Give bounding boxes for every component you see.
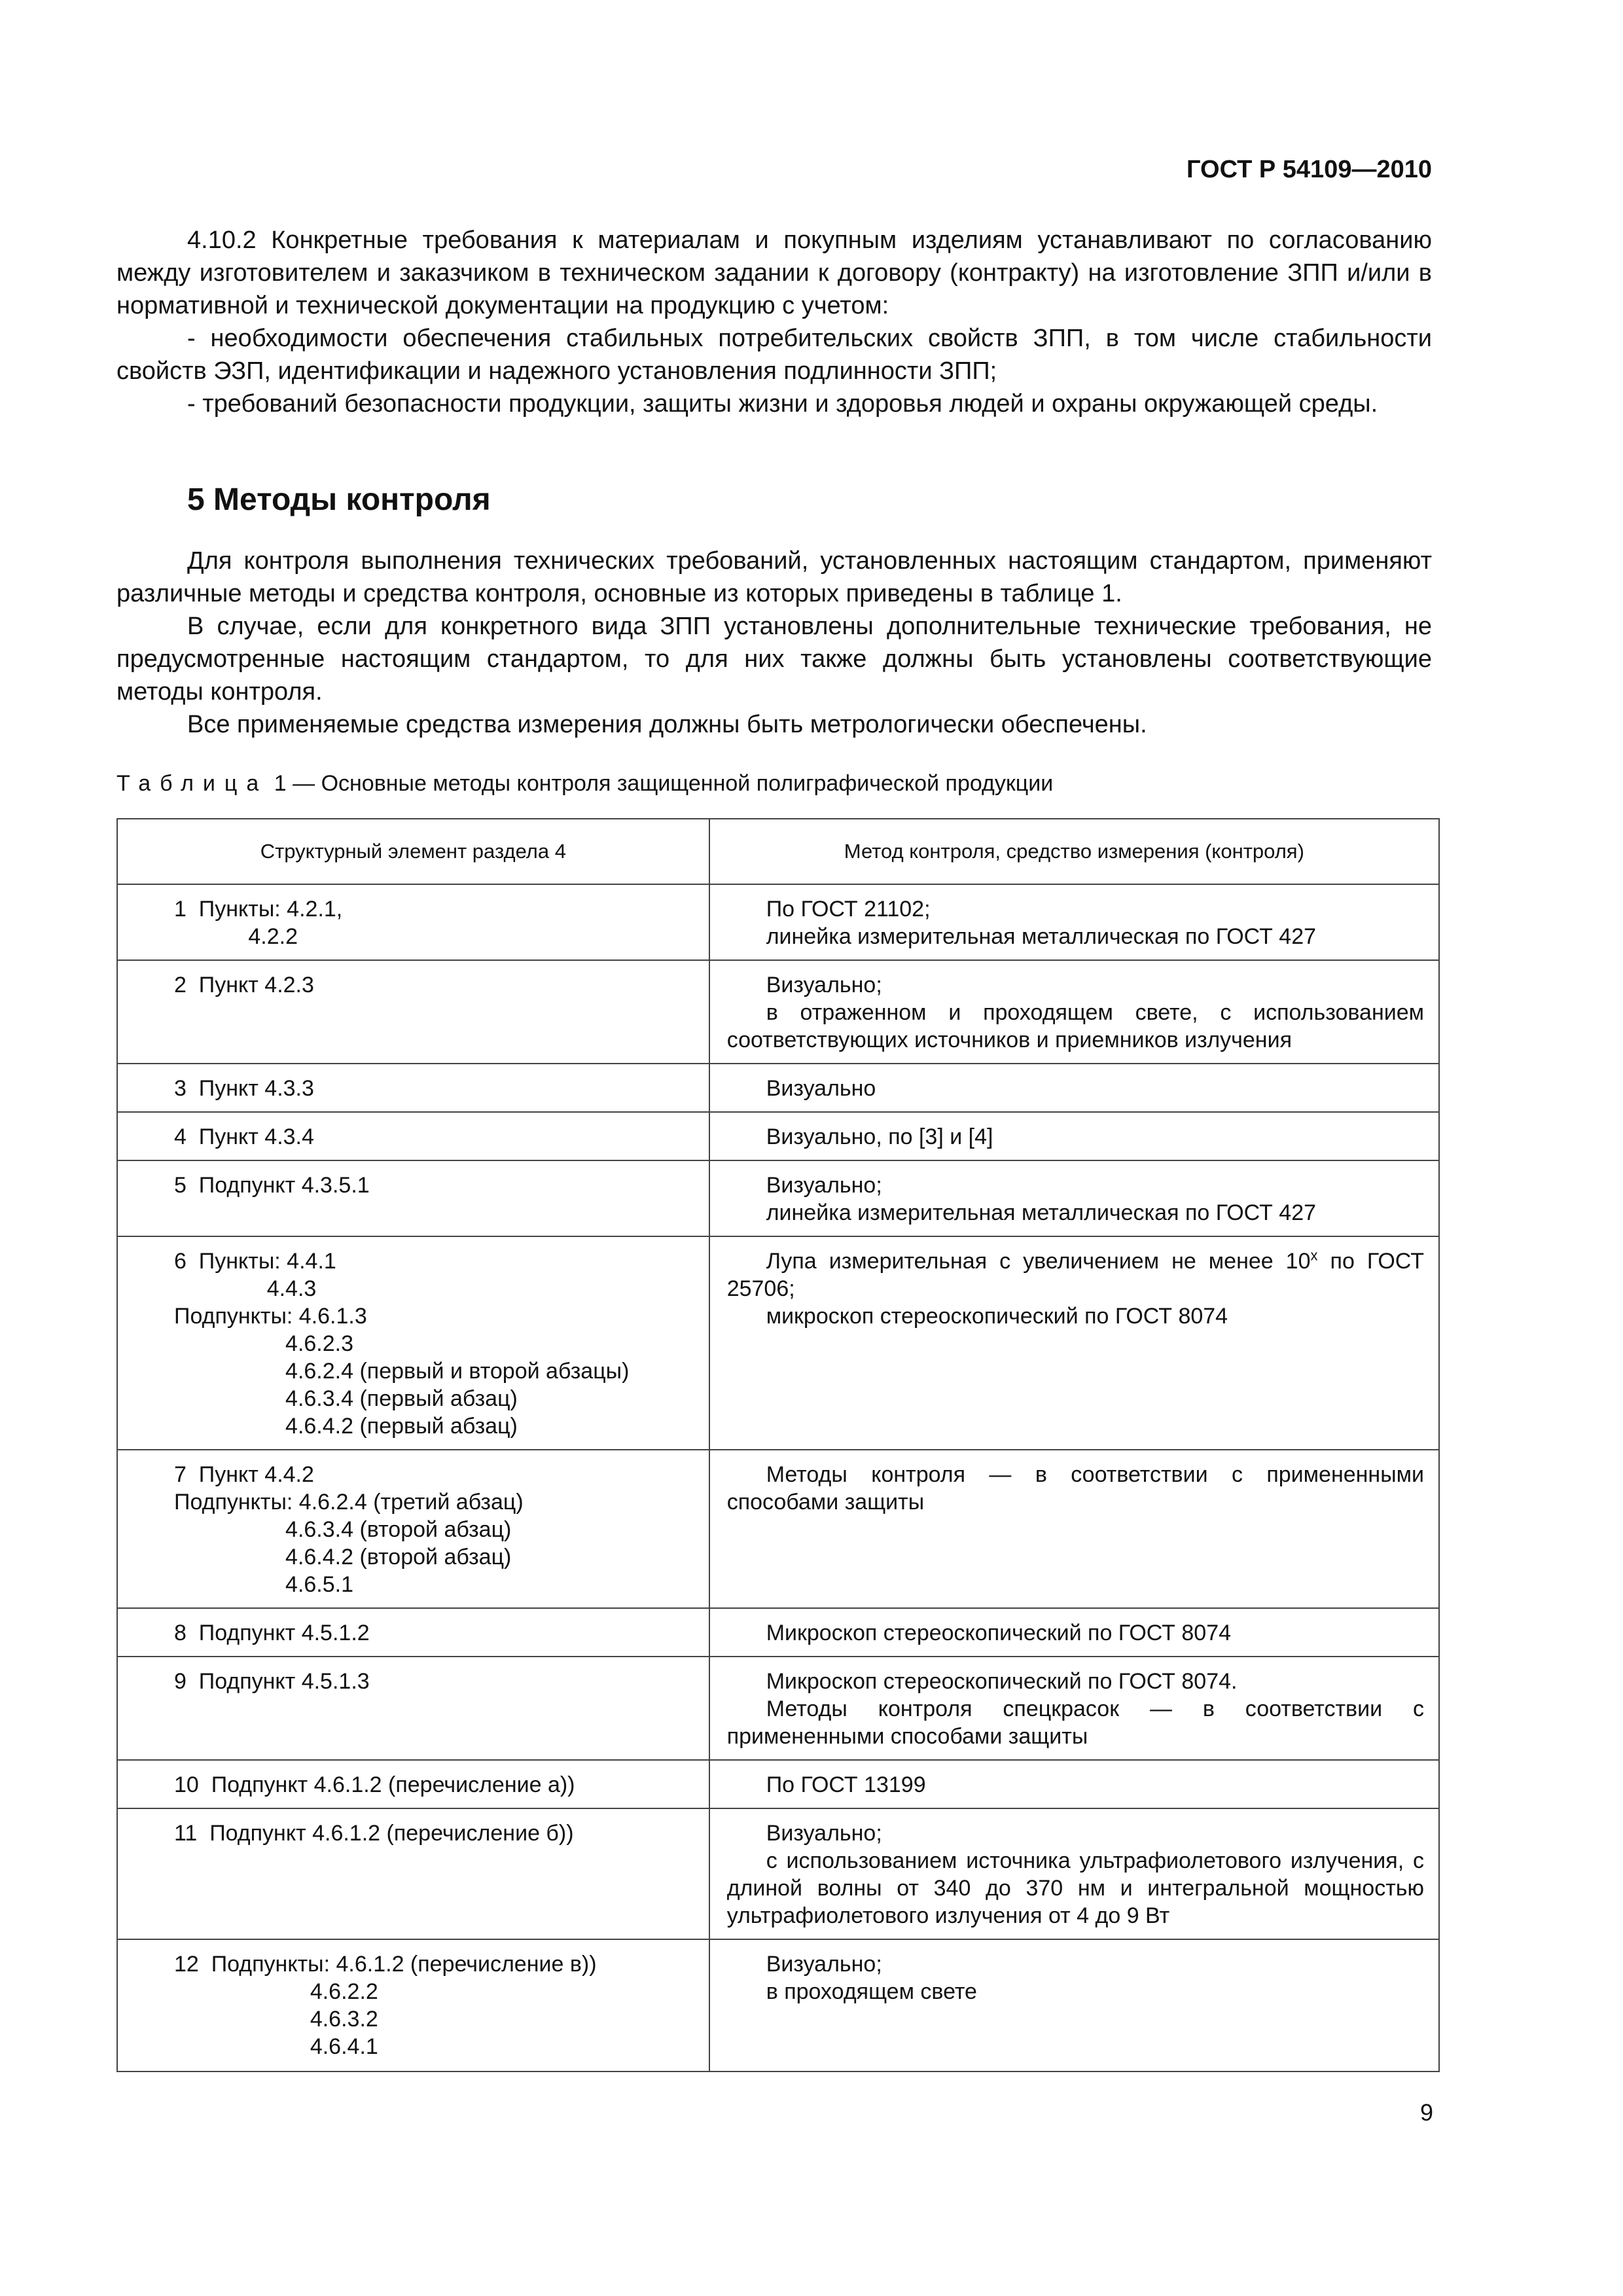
cell-line: 4.6.2.2 [174, 1979, 378, 2004]
table-caption [116, 771, 1053, 797]
cell-line: По ГОСТ 21102; [766, 897, 931, 922]
cell-line: Визуально; [766, 1952, 882, 1977]
table-row [117, 1160, 1439, 1236]
cell-line: 4.4.3 [174, 1276, 317, 1301]
table-cell [709, 884, 1439, 960]
cell-line: Визуально [766, 1076, 876, 1101]
cell-line: в отраженном и проходящем свете, с использованием соответствующих источников и приемников излучения [726, 1000, 1424, 1052]
table-cell [117, 1657, 709, 1760]
cell-line: 4.6.4.2 (второй абзац) [174, 1545, 512, 1570]
paragraph: - требований безопасности продукции, защиты жизни и здоровья людей и охраны окружающей среды. [187, 390, 1378, 418]
cell-line: микроскоп стереоскопический по ГОСТ 8074 [766, 1304, 1228, 1329]
table-cell [117, 1760, 709, 1808]
table-cell [117, 960, 709, 1064]
cell-line: 4.2.2 [174, 924, 298, 949]
cell-line: линейка измерительная металлическая по ГОСТ 427 [766, 924, 1317, 949]
intro-block [116, 224, 1432, 420]
cell-line [727, 1247, 1424, 1302]
table-cell [709, 1112, 1439, 1160]
cell-line: 4.6.3.2 [174, 2007, 378, 2032]
table-row [117, 1112, 1439, 1160]
table-cell [709, 1939, 1439, 2072]
table-cell [709, 1608, 1439, 1657]
cell-text: Лупа измерительная с увеличением не менее 10 [766, 1249, 1311, 1274]
cell-line: 4.6.4.2 (первый абзац) [174, 1414, 518, 1439]
superscript: x [1310, 1247, 1318, 1264]
cell-line: Визуально; [766, 1821, 882, 1846]
cell-line: 3 Пункт 4.3.3 [174, 1076, 314, 1101]
cell-line: 4.6.3.4 (первый абзац) [174, 1386, 518, 1411]
table-cell [117, 884, 709, 960]
cell-line: 12 Подпункты: 4.6.1.2 (перечисление в)) [174, 1952, 597, 1977]
table-row [117, 960, 1439, 1064]
cell-line: 6 Пункты: 4.4.1 [174, 1249, 336, 1274]
cell-line: 4.6.2.4 (первый и второй абзацы) [174, 1359, 630, 1384]
cell-line: Подпункты: 4.6.1.3 [174, 1304, 367, 1329]
cell-line: 4.6.3.4 (второй абзац) [174, 1517, 512, 1542]
cell-line: 11 Подпункт 4.6.1.2 (перечисление б)) [174, 1821, 574, 1846]
table-cell [709, 1160, 1439, 1236]
page-number: 9 [1419, 2099, 1433, 2126]
cell-line: 9 Подпункт 4.5.1.3 [174, 1669, 370, 1694]
cell-text: по ГОСТ 25706; [726, 1249, 1424, 1301]
table-cell [709, 1236, 1439, 1450]
cell-line: в проходящем свете [766, 1979, 977, 2004]
section-body [116, 545, 1432, 741]
table-cell [117, 1236, 709, 1450]
column-header: Структурный элемент раздела 4 [117, 819, 709, 884]
table-cell [117, 1939, 709, 2072]
table-caption-label: Таблица [116, 771, 268, 796]
column-header: Метод контроля, средство измерения (контроля) [709, 819, 1439, 884]
paragraph: В случае, если для конкретного вида ЗПП установлены дополнительные технические требования, не предусмотренные настоящим стандартом, то для них также должны быть установлены соответствующие методы контроля. [116, 613, 1432, 706]
cell-line: 4.6.2.3 [174, 1331, 354, 1356]
methods-table [116, 818, 1440, 2072]
paragraph: Для контроля выполнения технических требований, установленных настоящим стандартом, применяют различные методы и средства контроля, основные из которых приведены в таблице 1. [116, 547, 1432, 607]
table-cell [117, 1064, 709, 1112]
cell-line: Методы контроля спецкрасок — в соответствии с примененными способами защиты [726, 1696, 1424, 1749]
table-row [117, 884, 1439, 960]
table-row [117, 1608, 1439, 1657]
table-row [117, 1760, 1439, 1808]
cell-line: Микроскоп стереоскопический по ГОСТ 8074. [766, 1669, 1238, 1694]
table-cell [709, 1064, 1439, 1112]
cell-line: 2 Пункт 4.2.3 [174, 973, 314, 997]
table-cell [709, 1760, 1439, 1808]
cell-line: 8 Подпункт 4.5.1.2 [174, 1621, 370, 1645]
cell-line: Визуально; [766, 1173, 882, 1198]
cell-line: с использованием источника ультрафиолетового излучения, с длиной волны от 340 до 370 нм и интегральной мощностью ультрафиолетового излучения от 4 до 9 Вт [726, 1848, 1424, 1928]
table-cell [709, 1657, 1439, 1760]
table-row [117, 1236, 1439, 1450]
cell-line: Визуально, по [3] и [4] [766, 1124, 993, 1149]
table-cell [117, 1450, 709, 1608]
table-cell [709, 1450, 1439, 1608]
table-cell [709, 960, 1439, 1064]
table-row [117, 1450, 1439, 1608]
table-cell [117, 1160, 709, 1236]
table-cell [117, 1808, 709, 1939]
cell-line: Подпункты: 4.6.2.4 (третий абзац) [174, 1490, 524, 1515]
table-row [117, 1808, 1439, 1939]
cell-line: По ГОСТ 13199 [766, 1772, 926, 1797]
table-cell [117, 1608, 709, 1657]
cell-line: 4.6.4.1 [174, 2034, 378, 2059]
table-cell [709, 1808, 1439, 1939]
cell-line: 7 Пункт 4.4.2 [174, 1462, 314, 1487]
cell-line: 5 Подпункт 4.3.5.1 [174, 1173, 370, 1198]
cell-line: линейка измерительная металлическая по ГОСТ 427 [766, 1200, 1317, 1225]
cell-line: 1 Пункты: 4.2.1, [174, 897, 343, 922]
cell-line: Микроскоп стереоскопический по ГОСТ 8074 [766, 1621, 1232, 1645]
cell-line: 4 Пункт 4.3.4 [174, 1124, 314, 1149]
document-header-id: ГОСТ Р 54109—2010 [1186, 156, 1432, 183]
paragraph: 4.10.2 Конкретные требования к материалам и покупным изделиям устанавливают по согласованию между изготовителем и заказчиком в техническом задании к договору (контракту) на изготовление ЗПП и/или в нормативной и технической документации на продукцию с учетом: [116, 226, 1432, 319]
cell-line: Визуально; [766, 973, 882, 997]
table-row [117, 1064, 1439, 1112]
section-title: 5 Методы контроля [187, 482, 491, 517]
cell-line: Методы контроля — в соответствии с примененными способами защиты [726, 1462, 1424, 1515]
table-row [117, 1939, 1439, 2072]
paragraph: Все применяемые средства измерения должны быть метрологически обеспечены. [187, 711, 1147, 738]
table-header-row [117, 819, 1439, 884]
cell-line: 10 Подпункт 4.6.1.2 (перечисление а)) [174, 1772, 575, 1797]
cell-line: 4.6.5.1 [174, 1572, 354, 1597]
table-cell [117, 1112, 709, 1160]
table-row [117, 1657, 1439, 1760]
paragraph: - необходимости обеспечения стабильных потребительских свойств ЗПП, в том числе стабильности свойств ЭЗП, идентификации и надежного установления подлинности ЗПП; [116, 325, 1432, 385]
table-caption-text: 1 — Основные методы контроля защищенной полиграфической продукции [274, 771, 1054, 796]
